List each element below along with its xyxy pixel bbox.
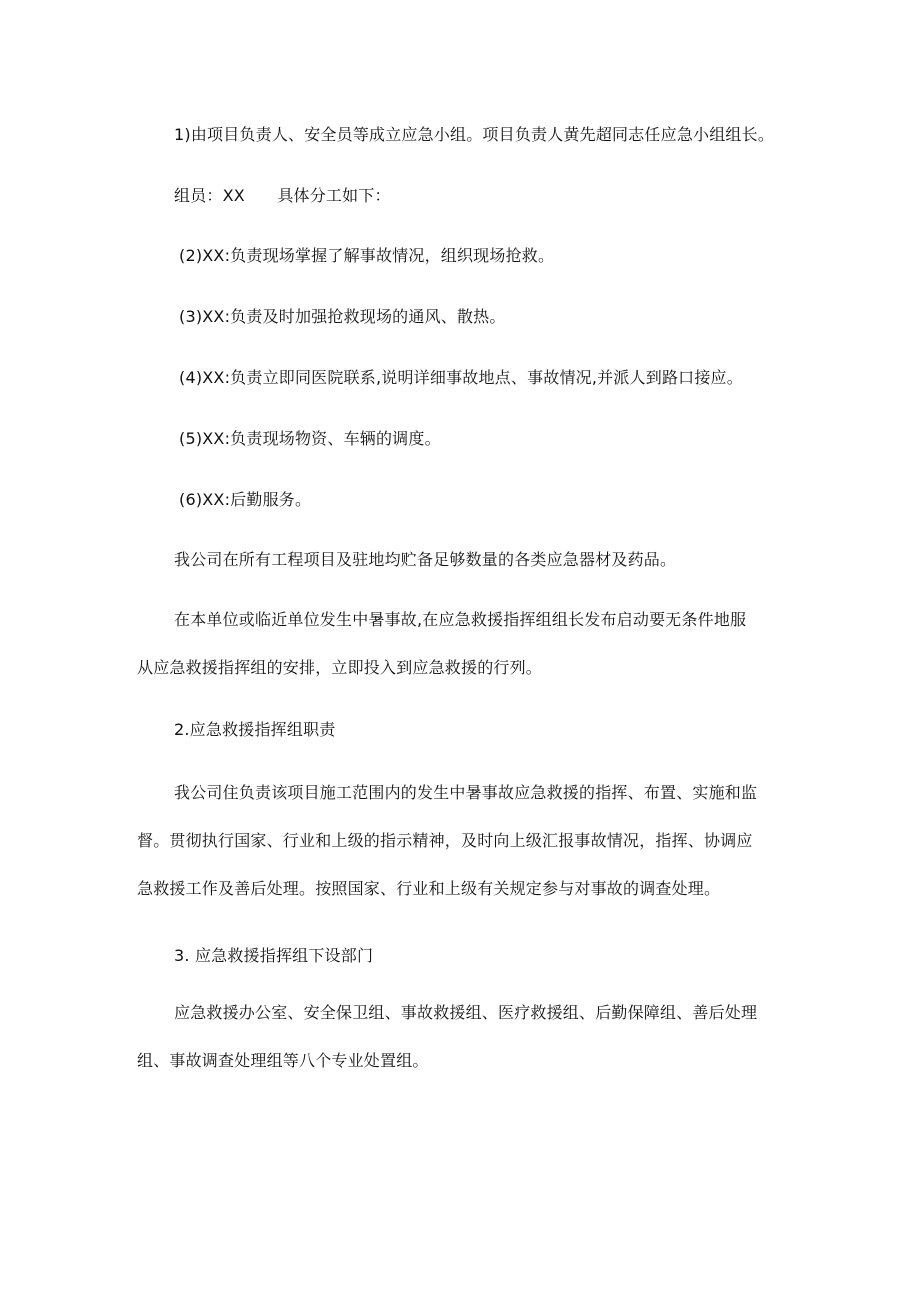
section-heading: 3. 应急救援指挥组下设部门 — [174, 946, 374, 965]
section-heading: 2.应急救援指挥组职责 — [174, 720, 336, 739]
list-item: (3)XX:负责及时加强抢救现场的通风、散热。 — [179, 307, 506, 326]
paragraph-line: 在本单位或临近单位发生中暑事故,在应急救援指挥组组长发布启动要无条件地服 — [174, 610, 747, 629]
list-item: (2)XX:负责现场掌握了解事故情况，组织现场抢救。 — [179, 246, 555, 265]
paragraph-line: 组员：XX 具体分工如下： — [174, 186, 391, 205]
paragraph-line: 督。贯彻执行国家、行业和上级的指示精神，及时向上级汇报事故情况，指挥、协调应 — [137, 831, 753, 850]
list-item: (6)XX:后勤服务。 — [179, 490, 312, 509]
paragraph-line: 我公司住负责该项目施工范围内的发生中暑事故应急救援的指挥、布置、实施和监 — [174, 783, 758, 802]
paragraph-line: 组、事故调查处理组等八个专业处置组。 — [137, 1051, 429, 1070]
paragraph-line: 我公司在所有工程项目及驻地均贮备足够数量的各类应急器材及药品。 — [174, 550, 677, 569]
paragraph-line: 从应急救援指挥组的安排，立即投入到应急救援的行列。 — [137, 658, 543, 677]
paragraph-line: 1)由项目负责人、安全员等成立应急小组。项目负责人黄先超同志任应急小组组长。 — [174, 125, 775, 144]
list-item: (5)XX:负责现场物资、车辆的调度。 — [179, 429, 441, 448]
paragraph-line: 应急救援办公室、安全保卫组、事故救援组、医疗救援组、后勤保障组、善后处理 — [174, 1003, 758, 1022]
paragraph-line: 急救援工作及善后处理。按照国家、行业和上级有关规定参与对事故的调查处理。 — [137, 879, 721, 898]
list-item: (4)XX:负责立即同医院联系,说明详细事故地点、事故情况,并派人到路口接应。 — [179, 368, 743, 387]
